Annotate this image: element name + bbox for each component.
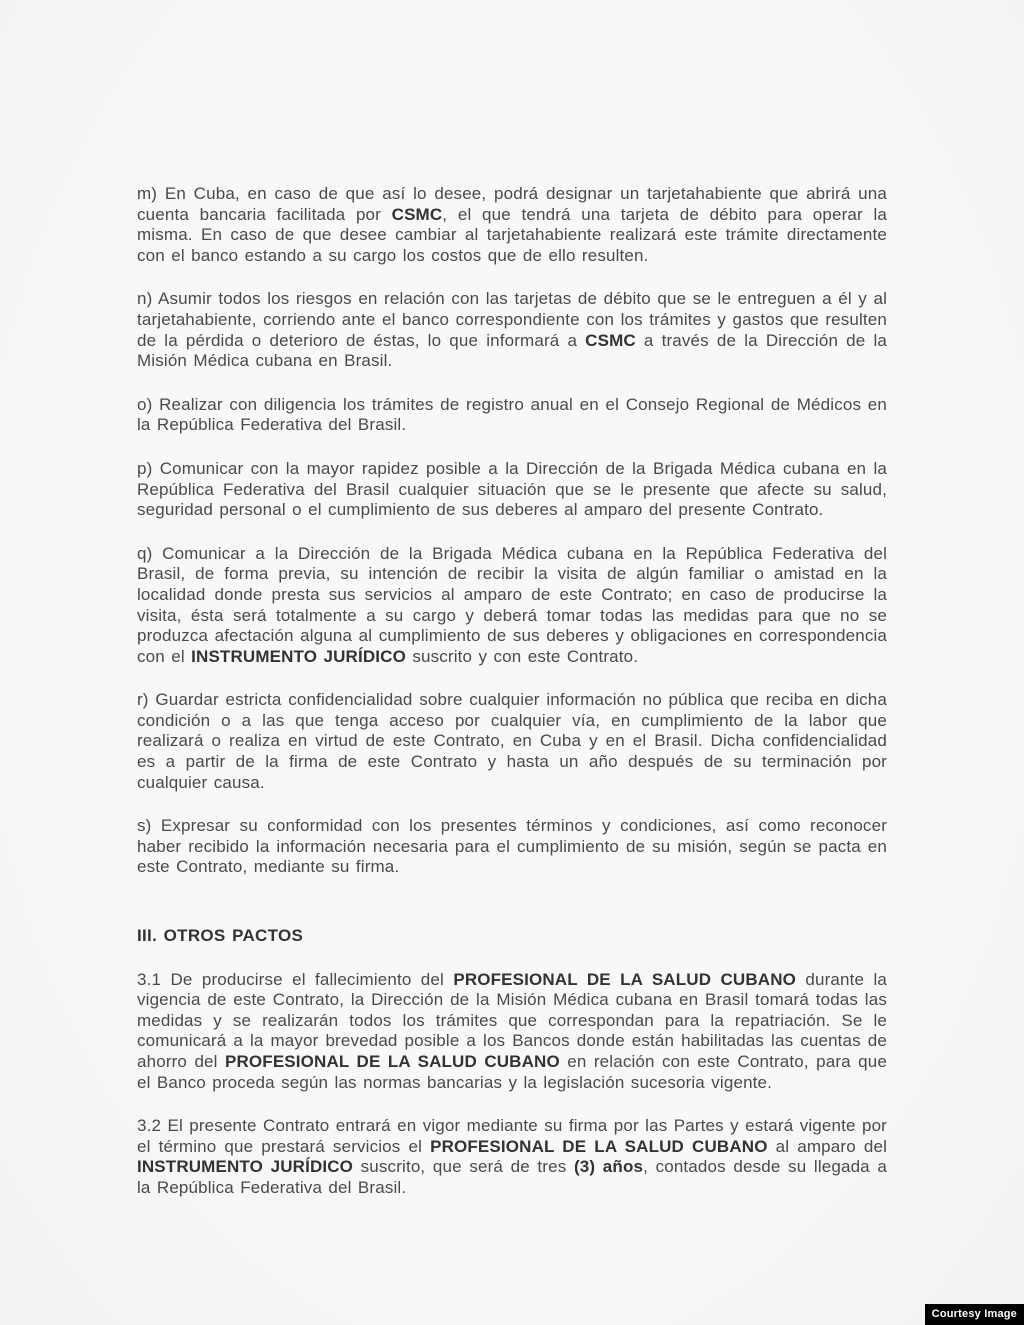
text-run: PROFESIONAL DE LA SALUD CUBANO bbox=[430, 1136, 768, 1156]
text-run: m) En Cuba, en caso de que así lo desee, podrá designar un tarjetahabiente que abrirá una cuenta bancaria facilitada por bbox=[137, 184, 887, 224]
text-run: suscrito, que será de tres bbox=[353, 1157, 574, 1177]
text-run: a través de la Dirección de la Misión Médica cubana en Brasil. bbox=[137, 330, 887, 371]
text-run: p) Comunicar con la mayor rapidez posible a la Dirección de la Brigada Médica cubana en la República Federativa del Brasil cualquier situación que se le presente que afecte su salud, seguridad personal o el cumplimiento de sus deberes al amparo del presente Contrato. bbox=[137, 458, 887, 520]
paragraph-r bbox=[137, 690, 887, 793]
text-run: suscrito y con este Contrato. bbox=[405, 646, 639, 666]
text-run: r) Guardar estricta confidencialidad sobre cualquier información no pública que reciba en dicha condición o a las que tenga acceso por cualquier vía, en cumplimiento de la labor que realizará o realiza en virtud de este Contrato, en Cuba y en el Brasil. Dicha confidencialidad es a partir de la firma de este Contrato y hasta un año después de su terminación por cualquier causa. bbox=[137, 690, 887, 792]
text-run: en relación con este Contrato, para que el Banco proceda según las normas bancarias y la legislación sucesoria vigente. bbox=[137, 1052, 887, 1092]
text-run: III. OTROS PACTOS bbox=[137, 926, 304, 946]
text-run: CSMC bbox=[585, 330, 636, 350]
paragraph-p bbox=[137, 459, 887, 521]
text-run: s) Expresar su conformidad con los presentes términos y condiciones, así como reconocer haber recibido la información necesaria para el cumplimiento de su misión, según se pacta en este Contrato, mediante su firma. bbox=[137, 816, 887, 877]
text-run: , el que tendrá una tarjeta de débito para operar la misma. En caso de que desee cambiar al tarjetahabiente realizará este trámite directamente con el banco estando a su cargo los costos que de ello resulten. bbox=[137, 204, 887, 265]
text-run: (3) años bbox=[573, 1157, 644, 1177]
text-run: , contados desde su llegada a la República Federativa del Brasil. bbox=[137, 1157, 887, 1197]
document-body bbox=[137, 184, 887, 1222]
text-run: n) Asumir todos los riesgos en relación con las tarjetas de débito que se le entreguen a él y al tarjetahabiente, corriendo ante el banco correspondiente con los trámites y gastos que resulten de la pérdida o deterioro de éstas, lo que informará a bbox=[137, 289, 887, 350]
text-run: 3.1 De producirse el fallecimiento del bbox=[137, 969, 454, 989]
text-run: al amparo del bbox=[767, 1136, 888, 1156]
paragraph-3-2 bbox=[137, 1116, 887, 1198]
paragraph-s bbox=[137, 816, 887, 878]
text-run: durante la vigencia de este Contrato, la Dirección de la Misión Médica cubana en Brasil tomará todas las medidas y se realizarán todos los trámites que correspondan para la repatriación. Se le comunicará a la mayor brevedad posible a los Bancos donde están habilitadas las cuentas de ahorro del bbox=[137, 969, 887, 1071]
section-heading-otros-pactos bbox=[137, 926, 887, 947]
text-run: q) Comunicar a la Dirección de la Brigada Médica cubana en la República Federativa del Brasil, de forma previa, su intención de recibir la visita de algún familiar o amistad en la localidad donde presta sus servicios al amparo de este Contrato; en caso de producirse la visita, ésta será totalmente a su cargo y deberá tomar todas las medidas para que no se produzca afectación alguna al cumplimiento de sus deberes y obligaciones en correspondencia con el bbox=[137, 543, 887, 666]
text-run: INSTRUMENTO JURÍDICO bbox=[137, 1157, 354, 1177]
text-run: PROFESIONAL DE LA SALUD CUBANO bbox=[225, 1052, 560, 1071]
courtesy-image-badge: Courtesy Image bbox=[925, 1304, 1024, 1325]
text-run: INSTRUMENTO JURÍDICO bbox=[191, 646, 406, 666]
text-run: o) Realizar con diligencia los trámites de registro anual en el Consejo Regional de Médicos en la República Federativa del Brasil. bbox=[137, 394, 887, 435]
paragraph-q bbox=[137, 544, 887, 668]
paragraph-3-1 bbox=[137, 970, 887, 1094]
paragraph-n bbox=[137, 289, 887, 371]
text-run: 3.2 El presente Contrato entrará en vigor mediante su firma por las Partes y estará vigente por el término que prestará servicios el bbox=[137, 1116, 887, 1156]
paragraph-m bbox=[137, 184, 887, 266]
text-run: CSMC bbox=[391, 204, 443, 224]
paragraph-o bbox=[137, 395, 887, 436]
text-run: PROFESIONAL DE LA SALUD CUBANO bbox=[453, 969, 796, 989]
